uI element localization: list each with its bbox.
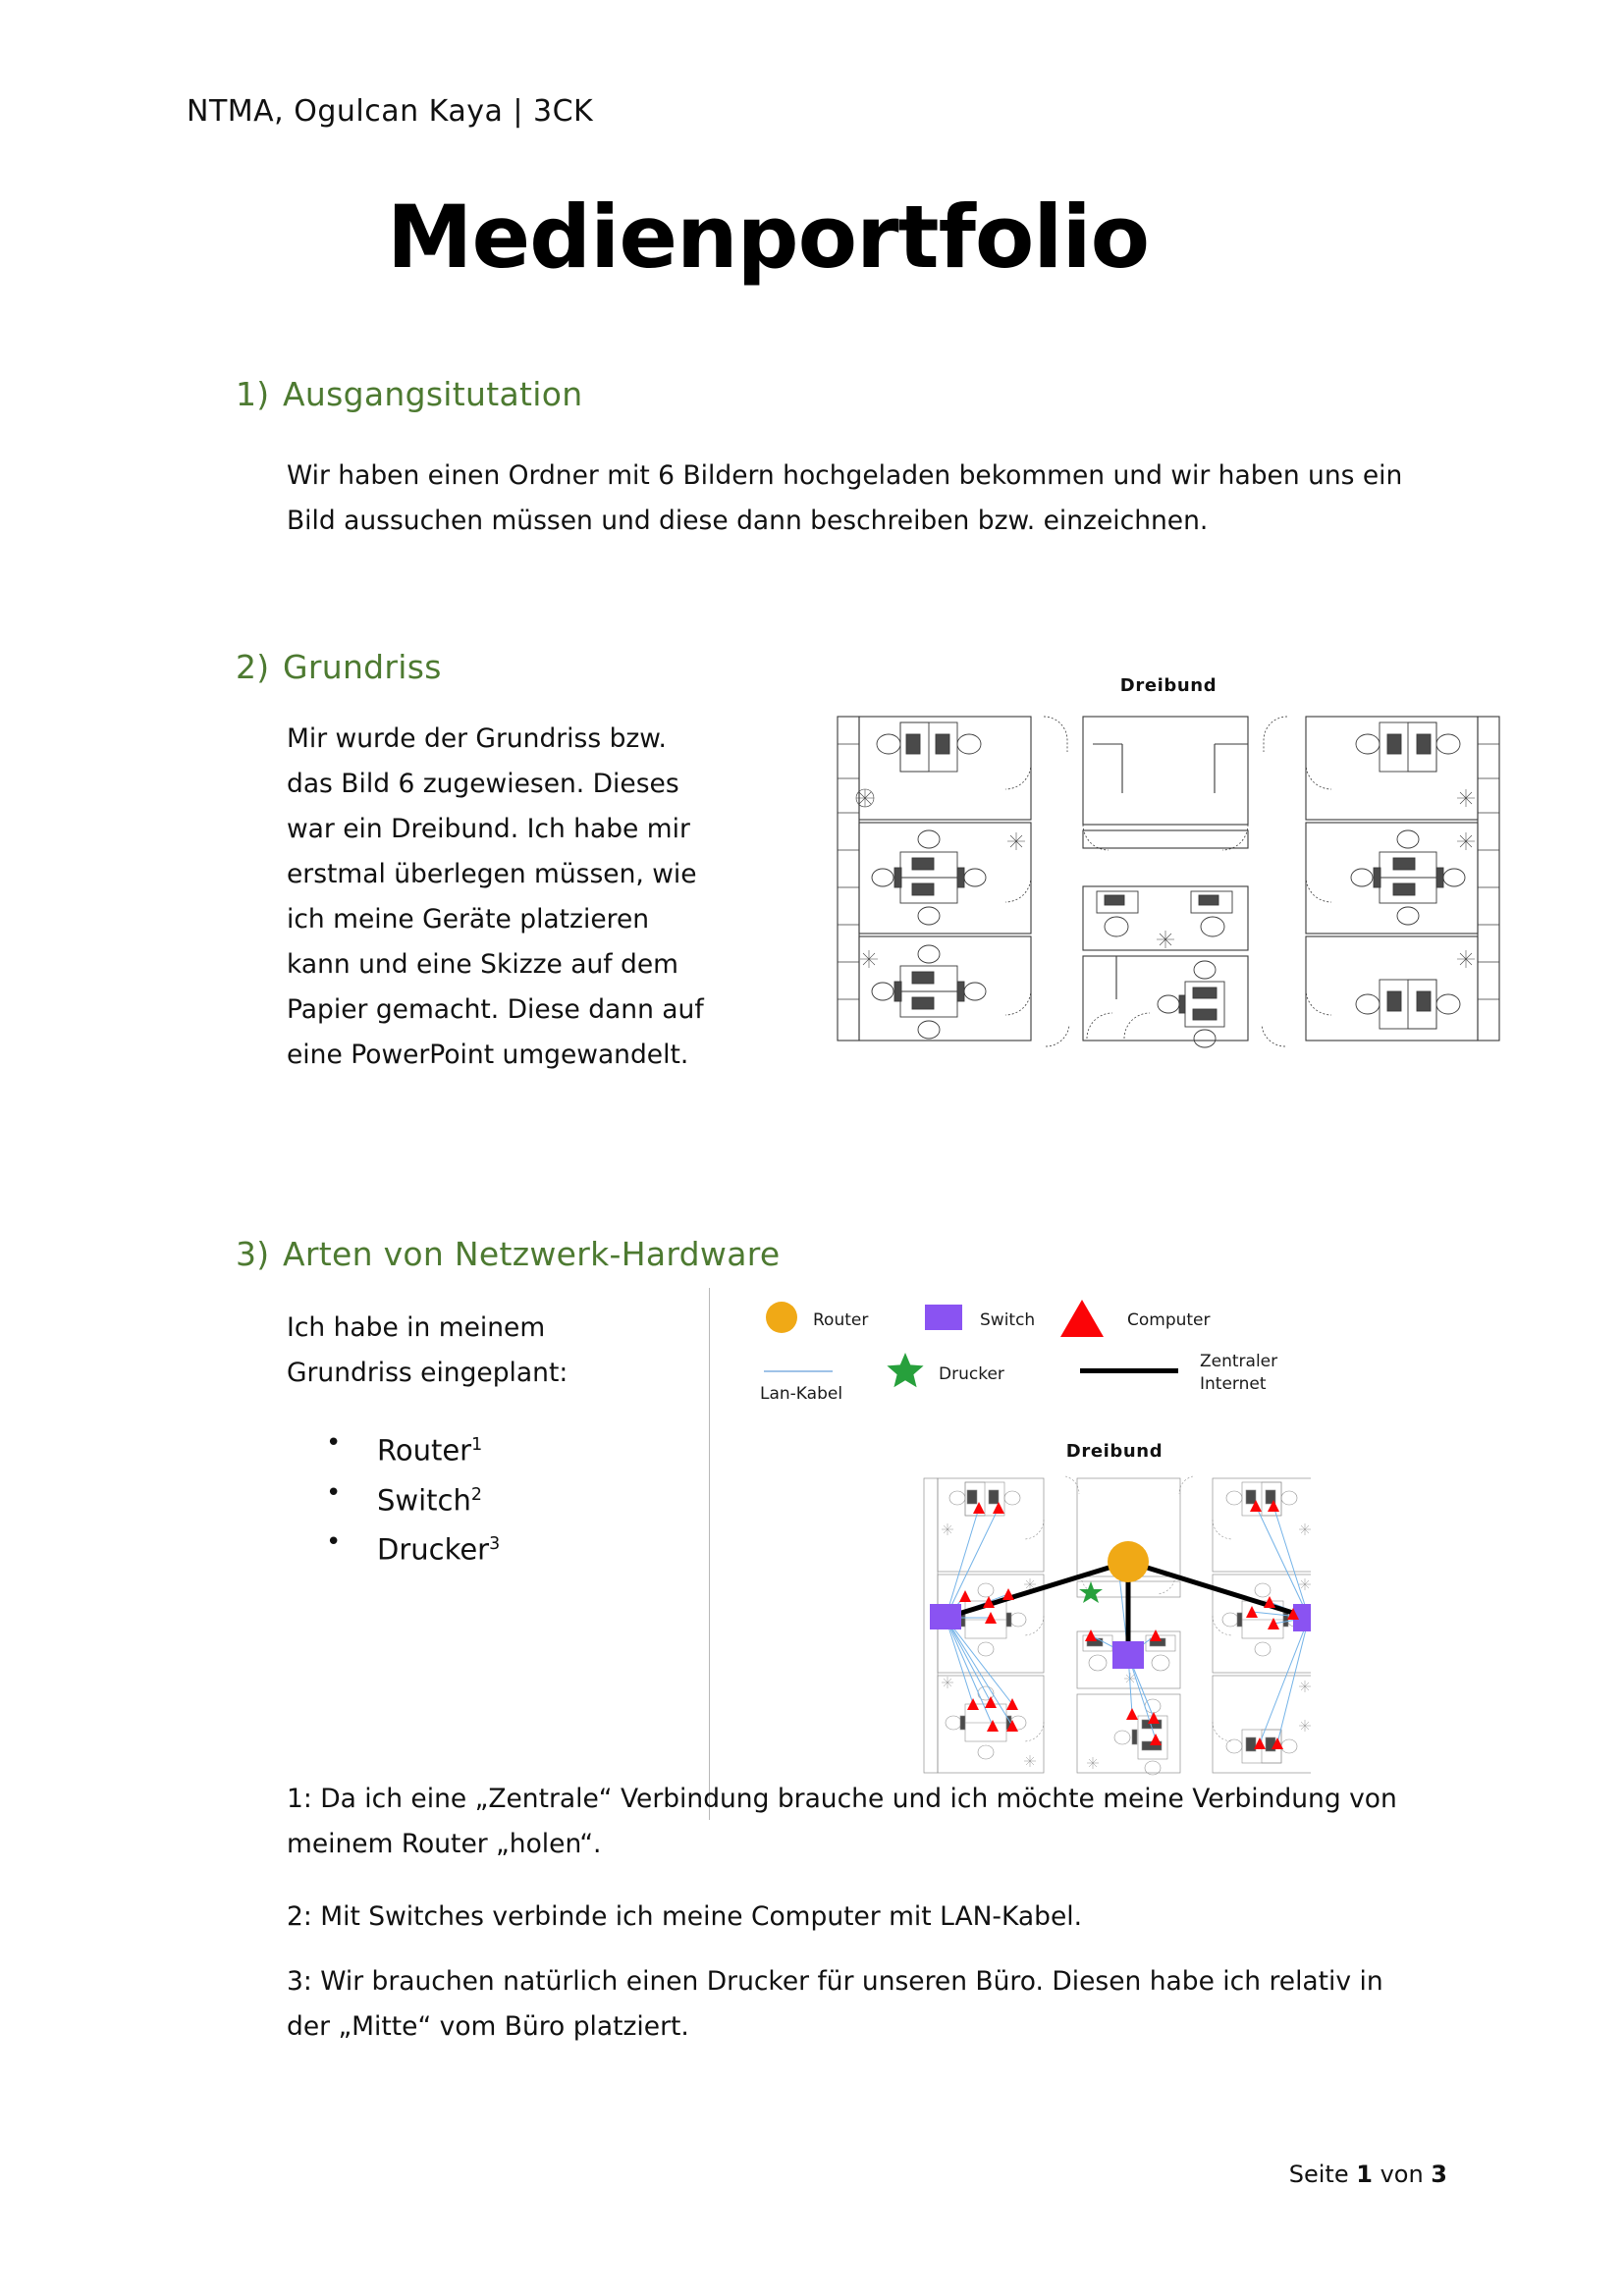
- footnote-3: 3: Wir brauchen natürlich einen Drucker für unseren Büro. Diesen habe ich relativ in der „Mitte“ vom Büro platziert.: [287, 1966, 1383, 2042]
- floorplan-drawing: [830, 705, 1507, 1068]
- router-icon: [766, 1302, 797, 1333]
- legend-label-computer: Computer: [1127, 1310, 1211, 1330]
- footer-middle: von: [1372, 2161, 1432, 2188]
- list-item: [377, 1522, 500, 1573]
- footnote-ref-1: 1: [471, 1435, 483, 1455]
- router-marker: [1108, 1541, 1149, 1582]
- floorplan-figure: [830, 675, 1507, 1078]
- footnote-1: 1: Da ich eine „Zentrale“ Verbindung brauche und ich möchte meine Verbindung von meinem Router „holen“.: [287, 1784, 1397, 1859]
- section-number-1: 1): [236, 375, 270, 413]
- hardware-label-router: Router: [377, 1433, 472, 1468]
- network-plan-title: Dreibund: [1065, 1441, 1164, 1462]
- section-title-2: Grundriss: [283, 648, 442, 686]
- page-footer: [1289, 2161, 1447, 2188]
- footnote-ref-3: 3: [489, 1534, 501, 1555]
- internet-line-icon: [1080, 1368, 1178, 1373]
- document-header: NTMA, Ogulcan Kaya | 3CK: [187, 94, 594, 129]
- section-number-3: 3): [236, 1235, 270, 1273]
- section-title-3: Arten von Netzwerk-Hardware: [283, 1235, 781, 1273]
- legend-label-lan-kabel: Lan-Kabel: [760, 1384, 843, 1404]
- hardware-label-drucker: Drucker: [377, 1532, 490, 1567]
- footer-total-pages: 3: [1431, 2161, 1447, 2188]
- network-plan-figure: [918, 1441, 1311, 1824]
- section-number-2: 2): [236, 648, 270, 686]
- legend-label-zentraler-internet: Zentraler Internet: [1200, 1352, 1278, 1394]
- printer-marker: [1079, 1581, 1103, 1603]
- list-item: [377, 1423, 500, 1473]
- section-body-1: Wir haben einen Ordner mit 6 Bildern hochgeladen bekommen und wir haben uns ein Bild aussuchen müssen und diese dann beschreiben bzw. einzeichnen.: [287, 460, 1403, 536]
- switch-marker-left: [930, 1604, 961, 1629]
- section-heading-3: [236, 1235, 780, 1273]
- footnote-ref-2: 2: [470, 1484, 482, 1505]
- floorplan-title: Dreibund: [1119, 675, 1218, 696]
- computer-icon: [1060, 1300, 1104, 1337]
- switch-icon: [925, 1305, 962, 1330]
- network-plan-drawing: [918, 1468, 1311, 1812]
- legend-label-drucker: Drucker: [939, 1364, 1004, 1384]
- switch-marker-middle: [1112, 1641, 1144, 1669]
- section-body-3: Ich habe in meinem Grundriss eingeplant:: [287, 1312, 568, 1388]
- footer-page-number: 1: [1356, 2161, 1373, 2188]
- footnote-2: 2: Mit Switches verbinde ich meine Computer mit LAN-Kabel.: [287, 1901, 1083, 1932]
- section-heading-2: [236, 648, 442, 686]
- page-title: Medienportfolio: [386, 187, 1150, 288]
- hardware-label-switch: Switch: [377, 1483, 471, 1518]
- section-body-2: Mir wurde der Grundriss bzw. das Bild 6 zugewiesen. Dieses war ein Dreibund. Ich habe mir erstmal überlegen müssen, wie ich meine Geräte platzieren kann und eine Skizze auf dem Papier gemacht. Diese dann auf eine PowerPoint umgewandelt.: [287, 723, 704, 1070]
- column-divider: [709, 1288, 710, 1820]
- network-legend: [756, 1294, 1345, 1421]
- list-item: [377, 1473, 500, 1523]
- legend-label-switch: Switch: [980, 1310, 1036, 1330]
- lan-cable-icon: [764, 1370, 833, 1372]
- printer-icon: [886, 1351, 925, 1394]
- section-heading-1: [236, 375, 582, 413]
- legend-label-router: Router: [813, 1310, 869, 1330]
- section-title-1: Ausgangsitutation: [283, 375, 583, 413]
- footer-prefix: Seite: [1288, 2161, 1357, 2188]
- hardware-list: [324, 1423, 500, 1573]
